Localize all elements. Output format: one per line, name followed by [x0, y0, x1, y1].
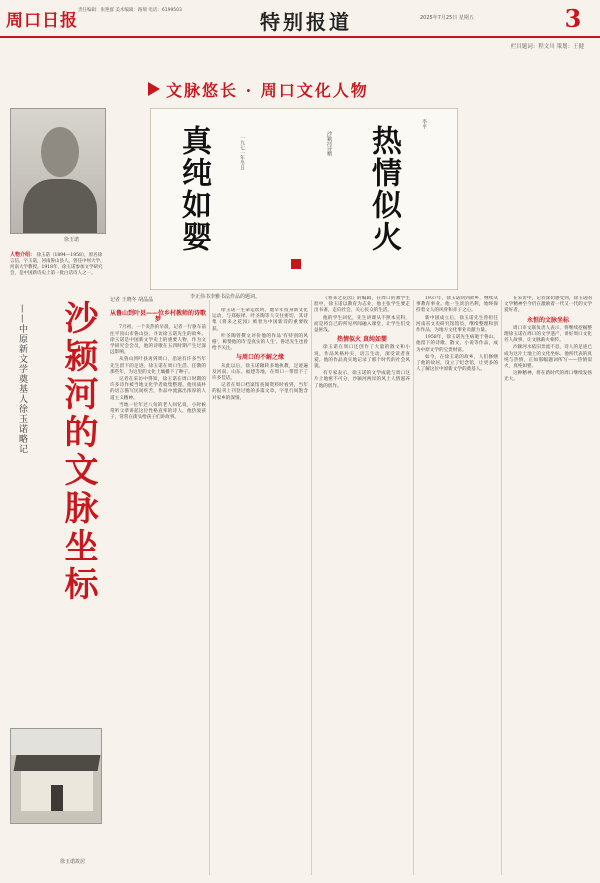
- section-title: 特别报道: [260, 10, 352, 34]
- portrait-body: [23, 179, 97, 234]
- calligraphy-caption: 李正伟书李雅书法作品的题词。: [190, 294, 261, 300]
- profile-text: 徐玉诺（1894—1958），原名徐言信，字玉诺，河南鲁山县人。曾任中州大学、河南大学教授。1918年，徐玉诺参加文学研究会，是中国新诗史上第一批白话诗人之一。: [10, 253, 105, 276]
- photo-sky: [11, 729, 102, 755]
- paragraph: 在采访中，记者深切感受到，徐玉诺的文学精神至今仍在激励着一代又一代的文学爱好者。: [504, 296, 592, 314]
- paragraph: 1937年，徐玉诺回到故乡，继续从事教育事业。他一生淡泊名利，始终保持着文人的风骨和赤子之心。: [416, 296, 498, 314]
- byline: 记者 王晓冬 胡晶晶: [110, 297, 154, 303]
- paragraph: 从鲁山到叶县再到周口，沿途有许多当年先生留下的足迹。徐玉诺在周口生活、任教的那些年，为这里的文化土壤播下了种子。: [110, 357, 206, 375]
- person-profile: [10, 252, 106, 292]
- paragraph: 徐玉诺一生命运坎坷。他早年投身新文化运动，与郑振铎、叶圣陶等人交往密切，其诗集《将来之花园》被誉为中国新诗的重要收获。: [212, 308, 308, 332]
- paragraph: 当地一位年过八旬的老人回忆说，小时候常听父辈讲起这位性格直率的诗人，他热爱孩子，常常在街头给孩子们讲故事。: [110, 402, 206, 421]
- masthead: [0, 0, 600, 38]
- photo-roof: [14, 755, 101, 771]
- calligraphy-image: [150, 108, 458, 290]
- paragraph: 记者在周口档案馆查阅资料时看到，当年的报刊上刊登过他的多篇文章，字里行间饱含对家乡的深情。: [212, 383, 308, 401]
- subhead-2: 与周口的不解之缘: [235, 354, 284, 362]
- article-column-5: [504, 296, 592, 878]
- paragraph: 沙颍河水依旧奔流不息，诗人的足迹已成为这片土地上的文化坐标。他所代表的真纯与热情，正如那幅题词所写——热情似火，真纯如婴。: [504, 345, 592, 370]
- portrait-photo: [10, 108, 106, 234]
- column-divider: [311, 300, 312, 875]
- paragraph: 1958年，徐玉诺先生病逝于鲁山。他留下的诗歌、散文、小说等作品，成为中原文学的宝贵财富。: [416, 335, 498, 353]
- former-residence-photo: [10, 728, 102, 824]
- profile-label: 人物介绍：: [10, 252, 36, 258]
- subhead-1: 从鲁山到叶县——位乡村教师的诗歌梦: [110, 310, 206, 324]
- paragraph: 这种精神，将在新时代的周口继续发扬光大。: [504, 371, 592, 383]
- paragraph: 新中国成立后，徐玉诺先生曾担任河南省文史研究馆馆员，继续整理和创作作品，为地方文化事业贡献力量。: [416, 315, 498, 334]
- subhead-3: 热情似火 真纯如婴: [336, 336, 388, 344]
- paragraph: 如今，在徐玉诺的故乡，人们修缮了他的故居，设立了纪念馆，让更多的人了解这位中原新文学的奠基人。: [416, 354, 498, 373]
- issue-date: 2025年7月25日 星期五: [420, 15, 474, 21]
- calligraphy-left-text: 真纯如婴: [176, 125, 211, 253]
- paragraph: 周口市文联负责人表示，将继续挖掘整理徐玉诺在周口的文学遗产，讲好周口文化名人故事，让文脉薪火相传。: [504, 325, 592, 344]
- top-rule: [0, 36, 600, 38]
- paragraph: 徐玉诺在周口还创作了大量的散文和小说，作品风格朴实，语言生动，深受读者喜爱。他的作品真实地记录了那个时代的社会风貌。: [314, 345, 410, 370]
- calligraphy-note-a: 一九七一年冬日: [239, 135, 245, 170]
- subheadline: ——中原新文学奠基人徐玉诺略记: [17, 304, 27, 454]
- paragraph: 有专家表示，徐玉诺的文学成就与周口这片土地密不可分，沙颍河两岸的风土人情滋养了他的创作。: [314, 371, 410, 389]
- column-banner: [148, 78, 468, 100]
- page-number: 3: [564, 4, 582, 33]
- seal-stamp: [291, 259, 301, 269]
- editor-meta: 责任编辑：张艳群 美术编辑：路瑞 电话：6199503: [78, 8, 182, 13]
- paragraph: 从此以后，徐玉诺辗转多地执教，足迹遍及河南、山东、福建等地，在周口一带留下了许多佳话。: [212, 363, 308, 382]
- portrait-head: [41, 127, 79, 177]
- calligraphy-note-c: 李平: [421, 119, 427, 129]
- calligraphy-right-text: 热情似火: [366, 125, 401, 253]
- column-divider: [209, 300, 210, 875]
- calligraphy-note-b: 沙颖河诗赠: [326, 131, 332, 156]
- photo-door: [51, 785, 63, 811]
- banner-arrow-icon: [148, 82, 160, 96]
- newspaper-logo: 周口日报: [6, 11, 78, 31]
- article-column-1: [110, 308, 206, 878]
- paragraph: 他的学生回忆，先生讲课从不照本宣科，而是将自己的所见所闻融入课堂，让学生们受益匪浅。: [314, 315, 410, 334]
- column-divider: [501, 300, 502, 875]
- headline: 沙颍河的文脉坐标: [58, 300, 98, 604]
- column-divider: [413, 300, 414, 875]
- article-column-3: [314, 296, 410, 878]
- article-column-2: [212, 308, 308, 878]
- residence-caption: 徐玉诺故居: [60, 859, 86, 865]
- paragraph: 7月初，一个炎热的早晨，记者一行驱车前往平顶山市鲁山县，寻访徐玉诺先生的故乡。徐玉诺是中国新文学史上的重要人物，作为文学研究会会员，他的诗歌在五四时期产生过深远影响。: [110, 325, 206, 356]
- article-column-4: [416, 296, 498, 878]
- portrait-caption: 徐玉诺: [64, 237, 80, 243]
- column-editor-line: 栏目题词：程文川 策划：王健: [510, 44, 584, 50]
- banner-text: 文脉悠长 · 周口文化人物: [166, 81, 369, 100]
- paragraph: 叶圣陶曾撰文评价他的作品'有特别的风格'，称赞他的诗'是真实的人生'。鲁迅先生也曾给予关注。: [212, 333, 308, 352]
- paragraph: 《将来之花园》的编辑，在周口的教学生涯中，徐玉诺以教育为志业，他主张学生要走出书斋，走向社会，关心民众的生活。: [314, 296, 410, 314]
- paragraph: 记者在采访中得知，徐玉诺在周口时期的许多诗作被当地文化学者收集整理。他用质朴的语言描写民间疾苦，作品中流露出浓厚的人道主义精神。: [110, 377, 206, 401]
- subhead-4: 永恒的文脉坐标: [526, 316, 569, 324]
